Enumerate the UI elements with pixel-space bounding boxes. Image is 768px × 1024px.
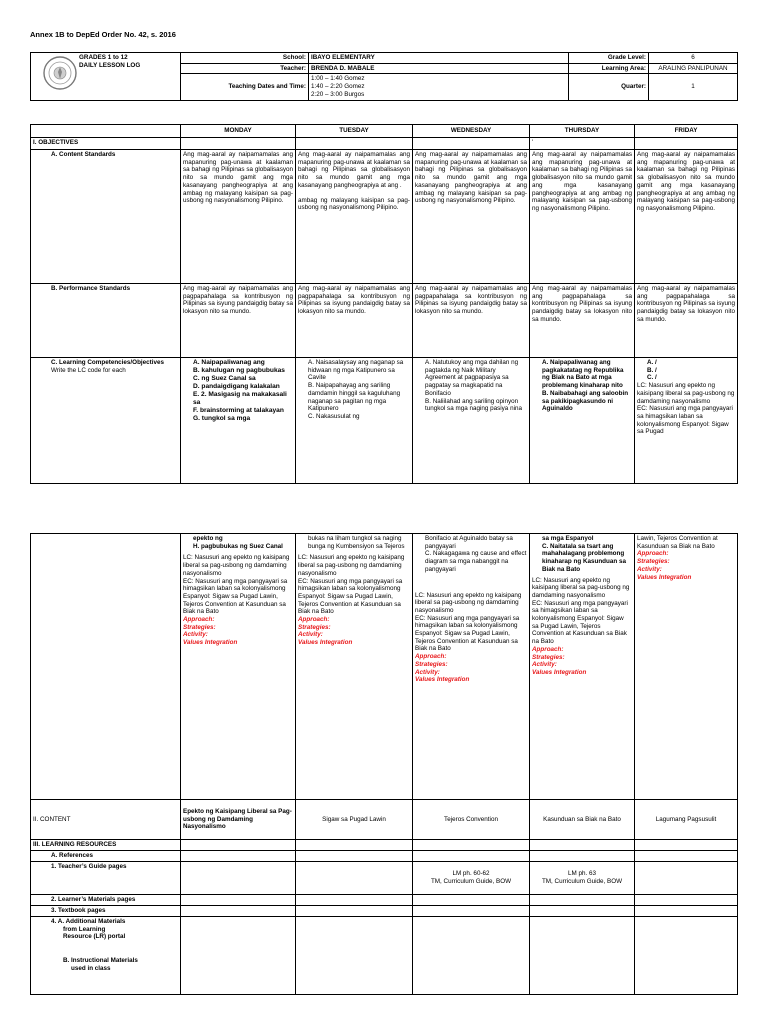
empty-header-cell <box>31 125 181 138</box>
day-monday: MONDAY <box>181 125 296 138</box>
quarter-value: 1 <box>649 74 738 100</box>
learning-area-label: Learning Area: <box>569 63 649 74</box>
school-label: School: <box>181 53 309 64</box>
competencies-wednesday: A. Natutukoy ang mga dahilan ng pagtakda ng Naik Military Agreement at pagpapasiya sa pagpatay sa magkapatid na Bonifacio B. Naliilahad ang sariling opinyon tungkol sa mga naging pasiya nina <box>413 358 530 484</box>
day-wednesday: WEDNESDAY <box>413 125 530 138</box>
continued-label-cell <box>31 534 181 800</box>
content-standards-friday: Ang mag-aaral ay naipamamalas ang mapanuring pag-unawa at kaalaman sa bahagi ng Pilipinas sa globalisasyon nito sa mundo gamit ang mga kasanayang pangheograpiya at ang ambag ng malayang kaisipan sa pag-usbong ng nasyonalismong Pilipino. <box>635 150 738 284</box>
instructional-materials-label: B. Instructional Materials <box>63 957 138 965</box>
teachers-guide-label: 1. Teacher’s Guide pages <box>31 862 181 895</box>
performance-standards-tuesday: Ang mag-aaral ay naipamamalas ang pagpapahalaga sa kontribusyon ng Pilipinas sa isyung pandaigdig batay sa lokasyon nito sa mundo. <box>296 284 413 358</box>
learners-materials-label: 2. Learner’s Materials pages <box>31 895 181 906</box>
performance-standards-thursday: Ang mag-aaral ay naipamamalas ang pagpapahalaga sa kontribusyon ng Pilipinas sa isyung pandaigdig batay sa lokasyon nito sa mundo. <box>530 284 635 358</box>
school-value: IBAYO ELEMENTARY <box>309 53 569 64</box>
content-standards-label: A. Content Standards <box>31 150 181 284</box>
continued-friday: Lawin, Tejeros Convention at Kasunduan sa Biak na Bato Approach: Strategies: Activity: Values Integration <box>635 534 738 800</box>
performance-standards-label: B. Performance Standards <box>31 284 181 358</box>
content-tuesday: Sigaw sa Pugad Lawin <box>296 800 413 840</box>
header-table <box>30 52 738 101</box>
learning-area-value: ARALING PANLIPUNAN <box>649 63 738 74</box>
day-tuesday: TUESDAY <box>296 125 413 138</box>
lesson-table-page-1 <box>30 124 738 484</box>
day-thursday: THURSDAY <box>530 125 635 138</box>
dates-label: Teaching Dates and Time: <box>181 74 309 100</box>
competencies-note: Write the LC code for each <box>51 366 126 374</box>
annex-reference: Annex 1B to DepEd Order No. 42, s. 2016 <box>30 30 176 39</box>
lesson-table-page-2 <box>30 533 738 995</box>
deped-seal-icon <box>43 56 77 90</box>
references-label: A. References <box>31 851 181 862</box>
performance-standards-friday: Ang mag-aaral ay naipamamalas ang pagpapahalaga sa kontribusyon ng Pilipinas sa isyung pandaigdig batay sa lokasyon nito sa mundo. <box>635 284 738 358</box>
thursday-mark: ' <box>530 138 635 150</box>
content-label: II. CONTENT <box>31 800 181 840</box>
content-standards-wednesday: Ang mag-aaral ay naipamamalas ang mapanuring pag-unawa at kaalaman sa bahagi ng Pilipinas sa globalisasyon nito sa mundo gamit ang mga kasanayang pangheograpiya at ang ambag ng malayang kaisipan sa pag-usbong ng nasyonalismong Pilipino. <box>413 150 530 284</box>
continued-wednesday: Bonifacio at Aguinaldo batay sa pangyayari C. Nakagagawa ng cause and effect diagram sa mga nabanggit na pangyayari LC: Nasusuri ang epekto ng kaisipang liberal sa pag-usbong ng damdaming nasyonalismo EC: Nasusuri ang mga pangyayari sa himagsikan laban sa kolonyalismong Espanyol: Sigaw sa Pugad Lawin, Tejeros Convention at Kasunduan sa Biak na Bato Approach: Strategies: Activity: Values Integration <box>413 534 530 800</box>
teacher-value: BRENDA D. MABALE <box>309 63 569 74</box>
content-friday: Lagumang Pagsusulit <box>635 800 738 840</box>
day-friday: FRIDAY <box>635 125 738 138</box>
grades-label: GRADES 1 to 12 <box>79 54 128 61</box>
continued-thursday: sa mga Espanyol C. Naitatala sa tsart ang mahahalagang problemong kinaharap ng Kasunduan sa Biak na Bato LC: Nasusuri ang epekto ng kaisipang liberal sa pag-usbong ng damdaming nasyonalismo EC: Nasusuri ang mga pangyayari sa himagsikan laban sa kolonyalismong Espanyol: Sigaw sa Pugad Lawin, Tejeros Convention at Kasunduan sa Biak na Bato Approach: Strategies: Activity: Values Integration <box>530 534 635 800</box>
competencies-thursday: A. Naipapaliwanag ang pagkakatatag ng Republika ng Biak na Bato at mga problemang kinaharap nito B. Naibabahagi ang saloobin sa pakikipagkasundo ni Aguinaldo <box>530 358 635 484</box>
additional-materials-cell: 4. A. Additional Materials from Learning Resource (LR) portal B. Instructional Materials used in class <box>31 917 181 995</box>
content-thursday: Kasunduan sa Biak na Bato <box>530 800 635 840</box>
performance-standards-wednesday: Ang mag-aaral ay naipamamalas ang pagpapahalaga sa kontribusyon ng Pilipinas sa isyung pandaigdig batay sa lokasyon nito sa mundo. <box>413 284 530 358</box>
competencies-label-cell <box>31 358 181 484</box>
content-standards-monday: Ang mag-aaral ay naipamamalas ang mapanuring pag-unawa at kaalaman sa bahagi ng Pilipinas sa globalisasyon nito sa mundo gamit ang mga kasanayang pangheograpiya at ang ambag ng malayang kaisipan sa pag-usbong ng nasyonalismong Pilipino. <box>181 150 296 284</box>
content-standards-thursday: Ang mag-aaral ay naipamamalas ang mapanuring pag-unawa at kaalaman sa bahagi ng Pilipinas sa globalisasyon nito sa mundo gamit ang mga kasanayang pangheograpiya at ang ambag ng malayang kaisipan sa pag-usbong ng nasyonalismong Pilipino. <box>530 150 635 284</box>
content-monday: Epekto ng Kaisipang Liberal sa Pag-usbong ng Damdaming Nasyonalismo <box>181 800 296 840</box>
continued-tuesday: bukas na liham tungkol sa naging bunga ng Kumbensiyon sa Tejeros LC: Nasusuri ang epekto ng kaisipang liberal sa pag-usbong ng damdaming nasyonalismo EC: Nasusuri ang mga pangyayari sa himagsikan laban sa kolonyalismong Espanyol: Sigaw sa Pugad Lawin, Tejeros Convention at Kasunduan sa Biak na Bato Approach: Strategies: Activity: Values Integration <box>296 534 413 800</box>
competencies-friday: A. / B. / C. / LC: Nasusuri ang epekto ng kaisipang liberal sa pag-usbong ng damdaming nasyonalismo EC: Nasusuri ang mga pangyayari sa himagsikan laban sa kolonyalismong Espanyol: Sigaw sa Pugad <box>635 358 738 484</box>
competencies-tuesday: A. Naisasalaysay ang naganap sa hidwaan ng mga Katipunero sa Cavite B. Naipapahayag ang sariling damdamin hinggil sa kaguluhang naganap sa pagitan ng mga Katipunero C. Nakasusulat ng <box>296 358 413 484</box>
grade-level-label: Grade Level: <box>569 53 649 64</box>
quarter-label: Quarter: <box>569 74 649 100</box>
performance-standards-monday: Ang mag-aaral ay naipamamalas ang pagpapahalaga sa kontribusyon ng Pilipinas sa isyung pandaigdig batay sa lokasyon nito sa mundo. <box>181 284 296 358</box>
log-label: DAILY LESSON LOG <box>79 61 141 69</box>
teacher-label: Teacher: <box>181 63 309 74</box>
dates-value: 1:00 – 1:40 Gomez 1:40 – 2:20 Gomez 2:20 – 3:00 Burgos <box>309 74 569 100</box>
textbook-pages-label: 3. Textbook pages <box>31 906 181 917</box>
learning-resources-heading: III. LEARNING RESOURCES <box>31 840 181 851</box>
competencies-label: C. Learning Competencies/Objectives <box>51 359 165 366</box>
teachers-guide-wednesday: LM ph. 60-62 TM, Curriculum Guide, BOW <box>413 862 530 895</box>
content-standards-tuesday: Ang mag-aaral ay naipamamalas ang mapanuring pag-unawa at kaalaman sa bahagi ng Pilipinas sa globalisasyon nito sa mundo gamit ang mga kasanayang pangheograpiya at ang . ambag ng malayang kaisipan sa pag-usbong ng nasyonalismong Pilipino. <box>296 150 413 284</box>
teachers-guide-thursday: LM ph. 63 TM, Curriculum Guide, BOW <box>530 862 635 895</box>
competencies-monday: A. Naipapaliwanag ang B. kahulugan ng pagbubukas C. ng Suez Canal sa D. pandaigdigang kalakalan E. 2. Masigasig na makakasali sa F. brainstorming at talakayan G. tungkol sa mga <box>181 358 296 484</box>
content-wednesday: Tejeros Convention <box>413 800 530 840</box>
grade-level-value: 6 <box>649 53 738 64</box>
continued-monday: epekto ng H. pagbubukas ng Suez Canal LC: Nasusuri ang epekto ng kaisipang liberal sa pag-usbong ng damdaming nasyonalismo EC: Nasusuri ang mga pangyayari sa himagsikan laban sa kolonyalismong Espanyol: Sigaw sa Pugad Lawin, Tejeros Convention at Kasunduan sa Biak na Bato Approach: Strategies: Activity: Values Integration <box>181 534 296 800</box>
objectives-heading: I. OBJECTIVES <box>31 138 181 150</box>
